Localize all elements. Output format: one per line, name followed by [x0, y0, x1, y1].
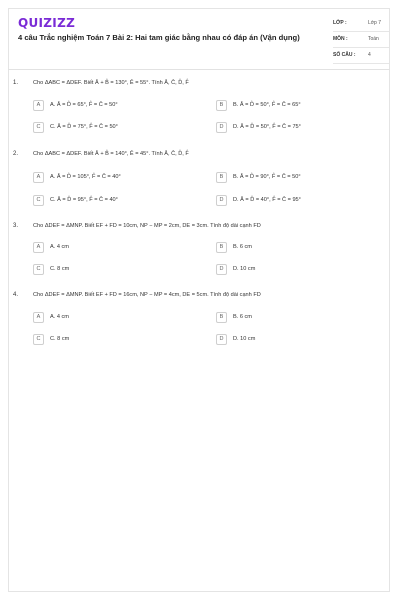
meta-info — [333, 16, 389, 64]
option-letter-badge: A — [33, 312, 44, 323]
option-text: D. 10 cm — [233, 336, 256, 342]
option-letter-badge: B — [216, 172, 227, 183]
option-letter-badge: B — [216, 100, 227, 111]
worksheet-header — [8, 8, 390, 70]
option-text: C. Â = D̂ = 75°, F̂ = Ĉ = 50° — [50, 124, 118, 130]
question-text: Cho ΔDEF = ΔMNP. Biết EF + FD = 16cm, NP − MP = 4cm, DE = 5cm. Tính độ dài cạnh FD — [33, 292, 261, 298]
question-number: 4. — [13, 292, 19, 298]
option-letter-badge: C — [33, 195, 44, 206]
option-text: D. 10 cm — [233, 266, 256, 272]
question-number: 2. — [13, 151, 19, 157]
option-text: D. Â = D̂ = 50°, F̂ = Ĉ = 75° — [233, 124, 301, 130]
option-letter-badge: C — [33, 122, 44, 133]
page-frame — [8, 8, 390, 592]
option-letter-badge: A — [33, 242, 44, 253]
meta-row-subject — [333, 32, 389, 48]
option-letter-badge: A — [33, 172, 44, 183]
option-text: A. 4 cm — [50, 244, 69, 250]
option-letter-badge: D — [216, 264, 227, 275]
option-letter-badge: A — [33, 100, 44, 111]
meta-row-class — [333, 16, 389, 32]
option-letter-badge: B — [216, 242, 227, 253]
question-text: Cho ΔABC = ΔDEF. Biết Â + B̂ = 140°, Ê = 45°. Tính Â, Ĉ, D̂, F̂ — [33, 151, 189, 157]
option-text: B. Â = D̂ = 90°, F̂ = Ĉ = 50° — [233, 174, 301, 180]
meta-value: Lớp 7 — [368, 20, 382, 26]
meta-key: LỚP : — [333, 20, 347, 26]
option-letter-badge: D — [216, 334, 227, 345]
question-text: Cho ΔDEF = ΔMNP. Biết EF + FD = 10cm, NP − MP = 2cm, DE = 3cm. Tính độ dài cạnh FD — [33, 223, 261, 229]
option-text: C. 8 cm — [50, 266, 70, 272]
question-text: Cho ΔABC = ΔDEF. Biết Â + B̂ = 130°, Ê = 55°. Tính Â, Ĉ, D̂, F̂ — [33, 80, 189, 86]
option-letter-badge: D — [216, 122, 227, 133]
option-text: B. 6 cm — [233, 244, 252, 250]
option-text: D. Â = D̂ = 40°, F̂ = Ĉ = 95° — [233, 197, 301, 203]
question-number: 3. — [13, 223, 19, 229]
option-text: C. Â = D̂ = 95°, F̂ = Ĉ = 40° — [50, 197, 118, 203]
option-letter-badge: C — [33, 264, 44, 275]
option-letter-badge: B — [216, 312, 227, 323]
option-text: A. Â = D̂ = 105°, F̂ = Ĉ = 40° — [50, 174, 121, 180]
page-title: 4 câu Trắc nghiệm Toán 7 Bài 2: Hai tam giác bằng nhau có đáp án (Vận dụng) — [18, 33, 300, 42]
option-letter-badge: D — [216, 195, 227, 206]
meta-key: MÔN : — [333, 36, 348, 42]
option-text: B. 6 cm — [233, 314, 252, 320]
meta-value: Toán — [368, 36, 379, 42]
question-number: 1. — [13, 80, 19, 86]
meta-row-count — [333, 48, 389, 64]
option-text: A. 4 cm — [50, 314, 69, 320]
option-text: B. Â = D̂ = 50°, F̂ = Ĉ = 65° — [233, 102, 301, 108]
meta-value: 4 — [368, 52, 371, 58]
option-text: C. 8 cm — [50, 336, 70, 342]
quizizz-logo: QUIZIZZ — [18, 16, 76, 30]
meta-key: SỐ CÂU : — [333, 52, 356, 58]
option-letter-badge: C — [33, 334, 44, 345]
option-text: A. Â = D̂ = 65°, F̂ = Ĉ = 50° — [50, 102, 118, 108]
